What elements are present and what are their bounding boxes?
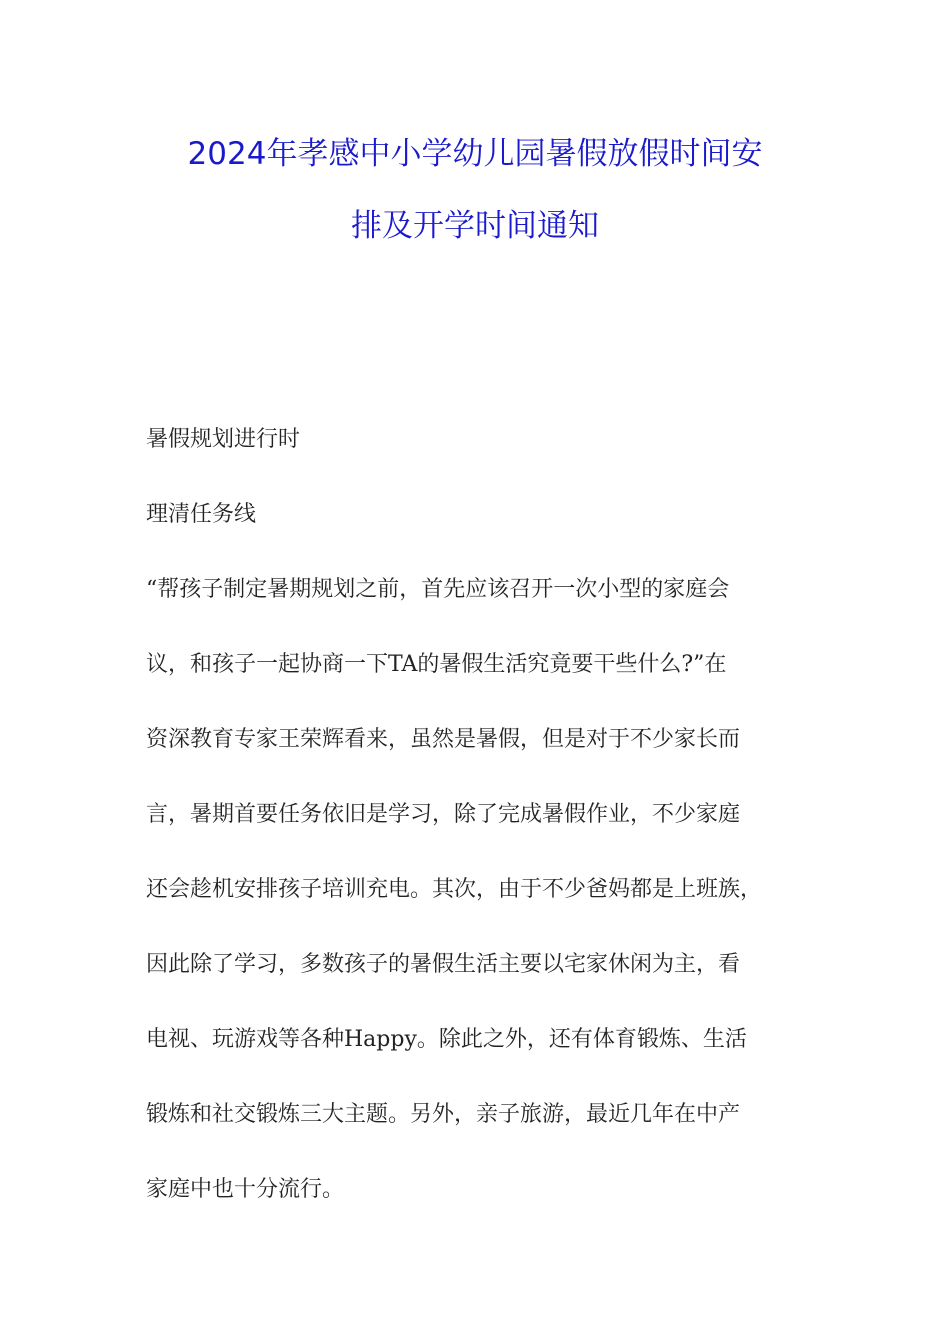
paragraph-line-6: 因此除了学习，多数孩子的暑假生活主要以宅家休闲为主，看: [146, 952, 741, 977]
document-title: [0, 118, 950, 262]
paragraph-line-7: 电视、玩游戏等各种Happy。除此之外，还有体育锻炼、生活: [146, 1027, 747, 1052]
paragraph-line-5: 还会趁机安排孩子培训充电。其次，由于不少爸妈都是上班族，: [146, 877, 763, 902]
document-body: [146, 402, 836, 1227]
paragraph-line-9: 家庭中也十分流行。: [146, 1177, 345, 1202]
paragraph-line-8: 锻炼和社交锻炼三大主题。另外，亲子旅游，最近几年在中产: [146, 1102, 741, 1127]
paragraph-line-3: 资深教育专家王荣辉看来，虽然是暑假，但是对于不少家长而: [146, 727, 741, 752]
body-paragraph: [146, 552, 836, 1227]
paragraph-line-4: 言，暑期首要任务依旧是学习，除了完成暑假作业，不少家庭: [146, 802, 741, 827]
title-line-2: 排及开学时间通知: [351, 208, 599, 244]
section-heading: 暑假规划进行时: [146, 427, 301, 452]
sub-heading: 理清任务线: [146, 502, 257, 527]
paragraph-line-2: 议，和孩子一起协商一下TA的暑假生活究竟要干些什么?”在: [146, 652, 727, 677]
title-line-1: 2024年孝感中小学幼儿园暑假放假时间安: [187, 136, 763, 172]
paragraph-line-1: “帮孩子制定暑期规划之前，首先应该召开一次小型的家庭会: [146, 577, 730, 602]
